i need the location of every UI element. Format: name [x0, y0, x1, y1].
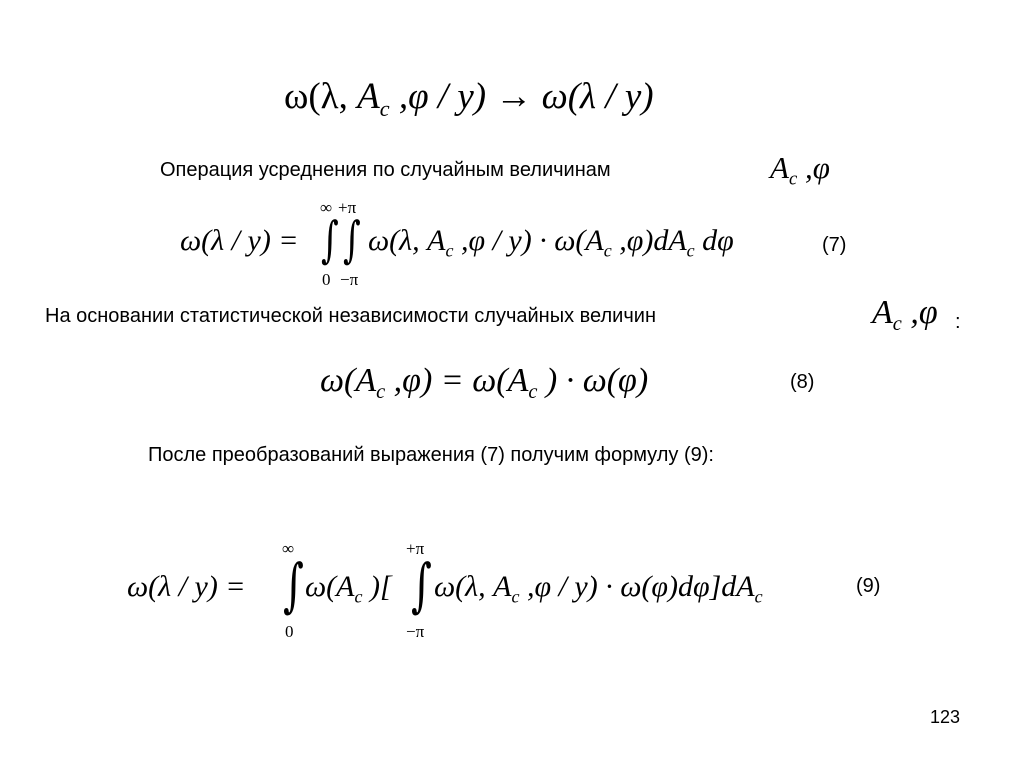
formula-1: ω(λ, $A_c$ ,φ / y) → ω(λ / y): [284, 76, 654, 121]
integral-1-lower: 0: [322, 270, 331, 289]
formula-vars-1: $A_c$ ,φ: [770, 150, 830, 190]
text-independence: На основании статистической независимости случайных величин: [45, 305, 656, 327]
formula-9-lhs: ω(λ / y) =: [127, 570, 246, 603]
integral-sign-1: ∫: [321, 211, 339, 270]
integral-sign-1: ∫: [283, 552, 304, 620]
integral-sign-2: ∫: [343, 211, 361, 270]
colon: :: [955, 311, 961, 333]
integral-sign-2: ∫: [411, 552, 432, 620]
formula-8: $\omega(A_c$ $,\varphi) = \omega(A_c$ ) · ω(φ): [320, 362, 649, 404]
integral-1-upper: ∞: [282, 539, 295, 558]
equation-number-7: (7): [822, 234, 847, 256]
integral-2-upper: +π: [338, 198, 357, 217]
integral-1-upper: ∞: [320, 198, 333, 217]
formula-9-part2: ω(λ, $A_c$ $,\varphi / y) \cdot \omega(\varphi)d\varphi]dA_c$: [434, 570, 763, 607]
page-number: 123: [930, 707, 961, 727]
integral-2-lower: −π: [406, 622, 425, 641]
integral-2-upper: +π: [406, 539, 425, 558]
text-averaging: Операция усреднения по случайным величинам: [160, 159, 611, 181]
text-after: После преобразований выражения (7) получим формулу (9):: [148, 444, 714, 466]
integral-2-lower: −π: [340, 270, 359, 289]
integral-1-lower: 0: [285, 622, 294, 641]
formula-9-part1: $\omega(A_c$ )[: [305, 570, 392, 607]
formula-vars-2: $A_c$ ,φ: [872, 294, 938, 336]
equation-number-9: (9): [856, 575, 881, 597]
formula-7-lhs: ω(λ / y) =: [180, 224, 299, 257]
equation-number-8: (8): [790, 371, 815, 393]
formula-7-integrand: ω(λ, $A_c$ $,\varphi / y) \cdot \omega(A_c$ $,\varphi)dA_c$ dφ: [368, 224, 734, 261]
